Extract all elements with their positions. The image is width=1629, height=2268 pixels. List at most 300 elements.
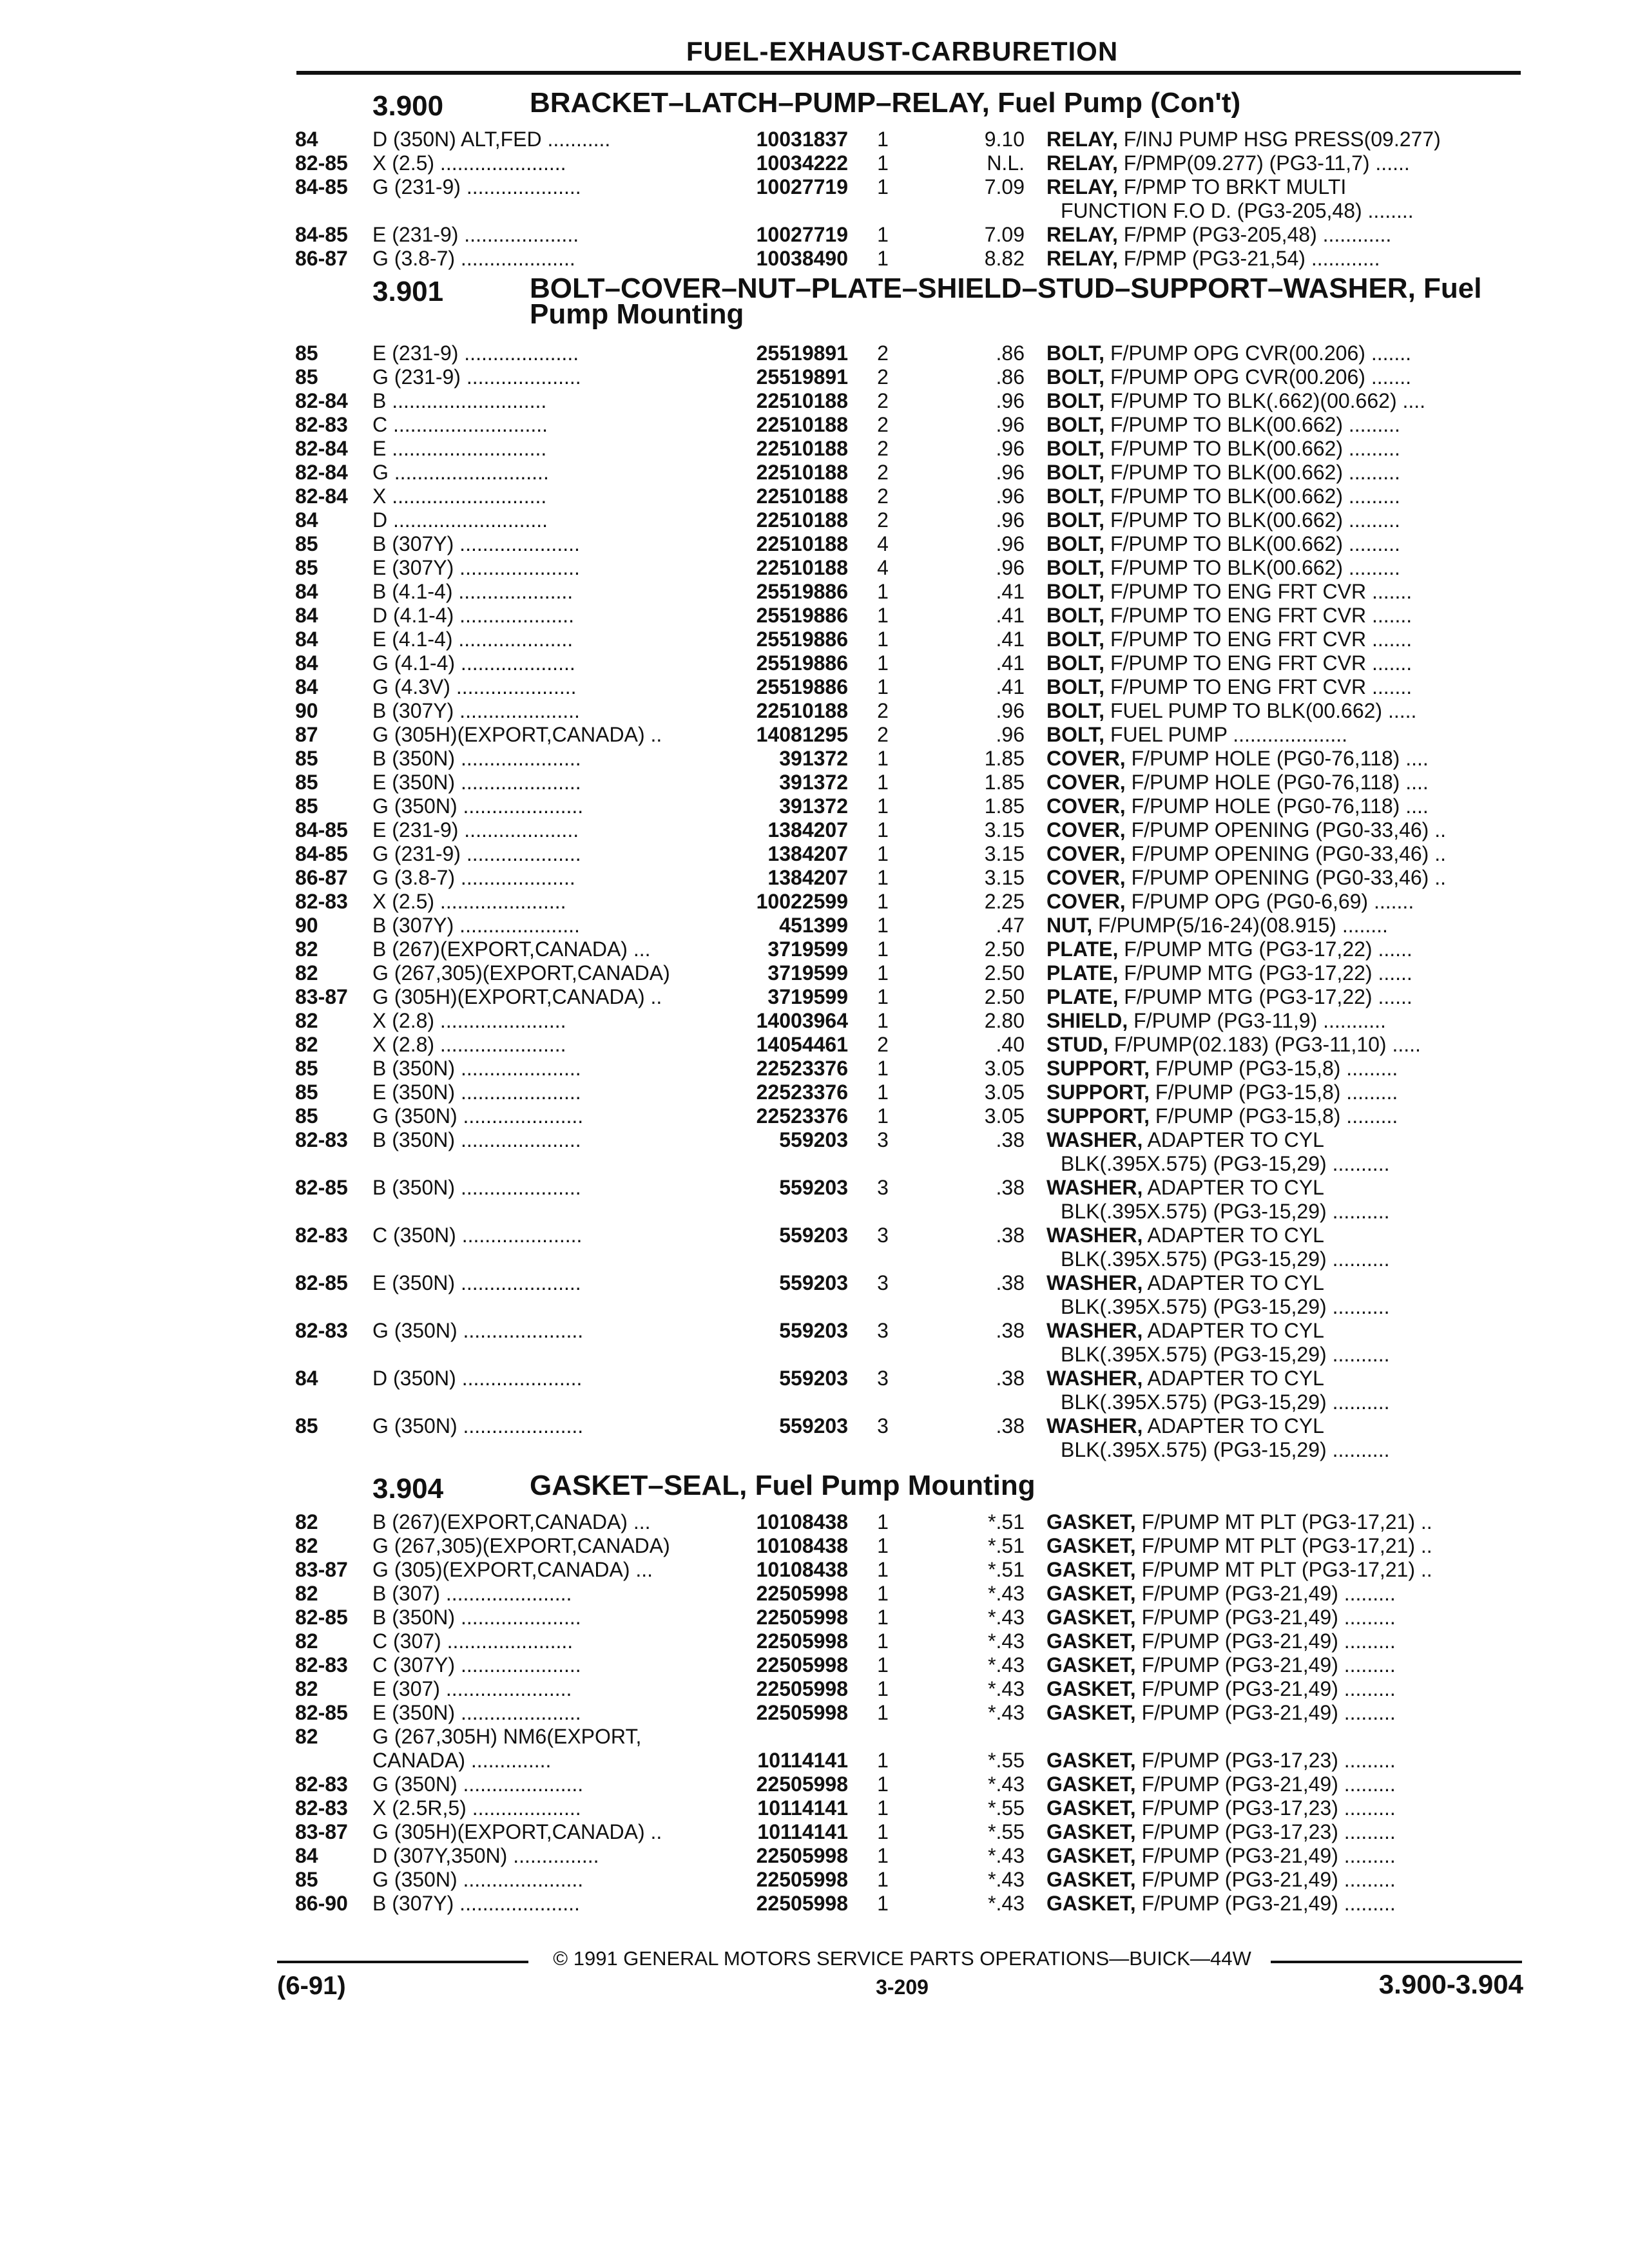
description-cell <box>1046 1606 1523 1629</box>
part-number-cell: 391372 <box>779 747 848 770</box>
model-cell: G (267,305)(EXPORT,CANADA) <box>372 1534 670 1557</box>
description-text: F/PUMP OPENING (PG0-33,46) .. <box>1125 866 1446 889</box>
table-row-continuation <box>0 1200 1629 1224</box>
table-row <box>0 723 1629 747</box>
table-row <box>0 985 1629 1009</box>
part-number-cell: 559203 <box>779 1128 848 1151</box>
year-cell: 84 <box>295 1844 318 1867</box>
part-number-cell: 559203 <box>779 1414 848 1437</box>
year-cell: 84 <box>295 675 318 698</box>
year-cell: 84-85 <box>295 818 348 841</box>
model-cell: X (2.5R,5) ................... <box>372 1796 581 1820</box>
part-number-cell: 10031837 <box>756 128 848 151</box>
description-keyword: RELAY, <box>1046 175 1118 198</box>
description-cell <box>1046 341 1523 365</box>
footer-section-range: 3.900-3.904 <box>1378 1969 1523 1999</box>
description-cell <box>1046 651 1523 675</box>
model-cell: G (267,305)(EXPORT,CANADA) <box>372 961 670 985</box>
description-keyword: WASHER, <box>1046 1128 1143 1151</box>
table-row <box>0 1844 1629 1868</box>
part-number-cell: 559203 <box>779 1224 848 1247</box>
table-row <box>0 1367 1629 1390</box>
description-cell <box>1046 818 1523 842</box>
description-cell <box>1046 937 1523 961</box>
model-cell: E (350N) ..................... <box>372 771 581 794</box>
year-cell: 82-83 <box>295 1796 348 1820</box>
quantity-cell: 1 <box>877 794 889 818</box>
quantity-cell: 1 <box>877 818 889 841</box>
description-text: F/PUMP TO BLK(00.662) ......... <box>1104 413 1400 436</box>
description-text: F/PUMP TO ENG FRT CVR ....... <box>1104 675 1412 698</box>
quantity-cell: 1 <box>877 675 889 698</box>
year-cell: 82-83 <box>295 413 348 436</box>
year-cell: 83-87 <box>295 1820 348 1843</box>
table-row <box>0 461 1629 485</box>
description-keyword: BOLT, <box>1046 341 1105 365</box>
model-cell: D (307Y,350N) ............... <box>372 1844 599 1867</box>
description-keyword: BOLT, <box>1046 437 1105 460</box>
year-cell: 82-85 <box>295 1271 348 1294</box>
model-cell: G (231-9) .................... <box>372 175 581 198</box>
table-row <box>0 1224 1629 1247</box>
model-cell: E (350N) ..................... <box>372 1081 581 1104</box>
description-cell <box>1046 151 1523 175</box>
table-row <box>0 1057 1629 1081</box>
price-cell: .40 <box>996 1033 1025 1056</box>
quantity-cell: 3 <box>877 1271 889 1294</box>
description-text: F/PUMP (PG3-17,23) ......... <box>1135 1820 1396 1843</box>
description-continuation: BLK(.395X.575) (PG3-15,29) .......... <box>1061 1247 1390 1271</box>
part-number-cell: 22523376 <box>756 1081 848 1104</box>
description-keyword: RELAY, <box>1046 223 1118 246</box>
price-cell: .86 <box>996 341 1025 365</box>
part-number-cell: 559203 <box>779 1176 848 1199</box>
description-keyword: BOLT, <box>1046 461 1105 484</box>
description-text: F/PUMP HOLE (PG0-76,118) .... <box>1125 747 1429 770</box>
price-cell: *.43 <box>988 1677 1025 1700</box>
model-cell: C ........................... <box>372 413 548 436</box>
model-cell: D (350N) ALT,FED ........... <box>372 128 611 151</box>
description-text: F/PUMP OPG CVR(00.206) ....... <box>1104 365 1412 389</box>
price-cell: 2.80 <box>984 1009 1025 1032</box>
part-number-cell: 22510188 <box>756 699 848 722</box>
model-cell: G (350N) ..................... <box>372 1414 584 1437</box>
model-cell: G (267,305H) NM6(EXPORT, <box>372 1725 642 1748</box>
year-cell: 82-84 <box>295 389 348 412</box>
description-text: F/PUMP TO ENG FRT CVR ....... <box>1104 604 1412 627</box>
part-number-cell: 22505998 <box>756 1653 848 1677</box>
description-keyword: WASHER, <box>1046 1271 1143 1294</box>
table-row <box>0 1081 1629 1104</box>
year-cell: 82-85 <box>295 1176 348 1199</box>
table-row <box>0 1606 1629 1629</box>
part-number-cell: 22510188 <box>756 461 848 484</box>
table-row <box>0 628 1629 651</box>
quantity-cell: 1 <box>877 175 889 198</box>
description-text: F/PUMP TO BLK(00.662) ......... <box>1104 485 1400 508</box>
year-cell: 82 <box>295 1534 318 1557</box>
description-cell <box>1046 1773 1523 1796</box>
price-cell: 7.09 <box>984 223 1025 246</box>
part-number-cell: 25519886 <box>756 675 848 698</box>
table-row <box>0 1319 1629 1343</box>
description-keyword: PLATE, <box>1046 937 1119 961</box>
part-number-cell: 3719599 <box>767 961 848 985</box>
description-text: F/PUMP MTG (PG3-17,22) ...... <box>1118 985 1412 1008</box>
quantity-cell: 2 <box>877 413 889 436</box>
quantity-cell: 1 <box>877 1868 889 1891</box>
year-cell: 82 <box>295 937 318 961</box>
part-number-cell: 22505998 <box>756 1892 848 1915</box>
part-number-cell: 3719599 <box>767 985 848 1008</box>
description-keyword: SUPPORT, <box>1046 1081 1150 1104</box>
description-text: F/PUMP MT PLT (PG3-17,21) .. <box>1135 1510 1432 1533</box>
table-row <box>0 1773 1629 1796</box>
price-cell: *.51 <box>988 1534 1025 1557</box>
table-row <box>0 485 1629 508</box>
description-keyword: GASKET, <box>1046 1558 1136 1581</box>
description-cell <box>1046 1224 1523 1247</box>
year-cell: 82 <box>295 1629 318 1653</box>
quantity-cell: 2 <box>877 1033 889 1056</box>
quantity-cell: 1 <box>877 937 889 961</box>
quantity-cell: 2 <box>877 461 889 484</box>
table-row <box>0 1176 1629 1200</box>
description-cell <box>1046 485 1523 508</box>
description-continuation: BLK(.395X.575) (PG3-15,29) .......... <box>1061 1438 1390 1461</box>
description-keyword: GASKET, <box>1046 1534 1136 1557</box>
description-keyword: COVER, <box>1046 794 1126 818</box>
year-cell: 86-90 <box>295 1892 348 1915</box>
description-keyword: GASKET, <box>1046 1868 1136 1891</box>
description-text: FUEL PUMP .................... <box>1104 723 1348 746</box>
quantity-cell: 1 <box>877 128 889 151</box>
part-number-cell: 22510188 <box>756 389 848 412</box>
price-cell: .41 <box>996 604 1025 627</box>
description-keyword: SUPPORT, <box>1046 1104 1150 1128</box>
description-keyword: BOLT, <box>1046 699 1105 722</box>
part-number-cell: 391372 <box>779 771 848 794</box>
price-cell: 1.85 <box>984 747 1025 770</box>
year-cell: 82 <box>295 1033 318 1056</box>
description-keyword: BOLT, <box>1046 485 1105 508</box>
description-keyword: GASKET, <box>1046 1677 1136 1700</box>
description-keyword: WASHER, <box>1046 1414 1143 1437</box>
price-cell: .38 <box>996 1319 1025 1342</box>
description-cell <box>1046 1367 1523 1390</box>
year-cell: 82-85 <box>295 1606 348 1629</box>
description-keyword: BOLT, <box>1046 675 1105 698</box>
description-text: F/PUMP TO BLK(00.662) ......... <box>1104 556 1400 579</box>
table-row <box>0 890 1629 914</box>
part-number-cell: 22505998 <box>756 1844 848 1867</box>
quantity-cell: 1 <box>877 747 889 770</box>
price-cell: 3.15 <box>984 866 1025 889</box>
description-cell <box>1046 365 1523 389</box>
description-keyword: COVER, <box>1046 842 1126 865</box>
model-cell: G (350N) ..................... <box>372 1868 584 1891</box>
table-row <box>0 532 1629 556</box>
year-cell: 87 <box>295 723 318 746</box>
description-text: F/PUMP MT PLT (PG3-17,21) .. <box>1135 1558 1432 1581</box>
description-cell <box>1046 985 1523 1009</box>
table-row <box>0 1892 1629 1916</box>
description-keyword: GASKET, <box>1046 1773 1136 1796</box>
quantity-cell: 1 <box>877 1057 889 1080</box>
quantity-cell: 1 <box>877 1677 889 1700</box>
price-cell: .86 <box>996 365 1025 389</box>
description-cell <box>1046 580 1523 604</box>
part-number-cell: 14054461 <box>756 1033 848 1056</box>
section-number: 3.901 <box>372 276 444 307</box>
description-text: F/PUMP MTG (PG3-17,22) ...... <box>1118 937 1412 961</box>
section-title: GASKET–SEAL, Fuel Pump Mounting <box>530 1470 1036 1501</box>
price-cell: 3.05 <box>984 1104 1025 1128</box>
table-row <box>0 1534 1629 1558</box>
table-row <box>0 747 1629 771</box>
part-number-cell: 10034222 <box>756 151 848 175</box>
description-text: ADAPTER TO CYL <box>1142 1224 1324 1247</box>
year-cell: 85 <box>295 1414 318 1437</box>
description-cell <box>1046 1677 1523 1701</box>
description-cell <box>1046 842 1523 866</box>
quantity-cell: 1 <box>877 1606 889 1629</box>
table-row <box>0 413 1629 437</box>
description-text: ADAPTER TO CYL <box>1142 1128 1324 1151</box>
year-cell: 82-85 <box>295 151 348 175</box>
quantity-cell: 1 <box>877 866 889 889</box>
model-cell: B (350N) ..................... <box>372 1057 581 1080</box>
table-row <box>0 1749 1629 1773</box>
description-keyword: BOLT, <box>1046 365 1105 389</box>
part-number-cell: 10114141 <box>757 1749 848 1772</box>
description-text: F/PUMP MT PLT (PG3-17,21) .. <box>1135 1534 1432 1557</box>
quantity-cell: 1 <box>877 1796 889 1820</box>
table-row <box>0 128 1629 151</box>
price-cell: .96 <box>996 413 1025 436</box>
price-cell: 3.05 <box>984 1081 1025 1104</box>
quantity-cell: 2 <box>877 485 889 508</box>
year-cell: 82-83 <box>295 890 348 913</box>
description-cell <box>1046 794 1523 818</box>
price-cell: *.43 <box>988 1629 1025 1653</box>
description-keyword: GASKET, <box>1046 1653 1136 1677</box>
description-text: F/PUMP TO BLK(00.662) ......... <box>1104 437 1400 460</box>
model-cell: X ........................... <box>372 485 547 508</box>
description-keyword: RELAY, <box>1046 128 1118 151</box>
table-row <box>0 794 1629 818</box>
table-row <box>0 1725 1629 1749</box>
quantity-cell: 1 <box>877 651 889 675</box>
footer-page-number: 3-209 <box>876 1975 929 1999</box>
price-cell: 3.15 <box>984 842 1025 865</box>
quantity-cell: 2 <box>877 341 889 365</box>
price-cell: *.43 <box>988 1892 1025 1915</box>
table-row <box>0 1582 1629 1606</box>
table-row <box>0 1820 1629 1844</box>
table-row <box>0 389 1629 413</box>
price-cell: 1.85 <box>984 794 1025 818</box>
description-text: F/PUMP(02.183) (PG3-11,10) ..... <box>1108 1033 1421 1056</box>
year-cell: 84 <box>295 128 318 151</box>
price-cell: *.43 <box>988 1606 1025 1629</box>
price-cell: .38 <box>996 1128 1025 1151</box>
price-cell: 2.50 <box>984 985 1025 1008</box>
section-title: BOLT–COVER–NUT–PLATE–SHIELD–STUD–SUPPORT–WASHER, Fuel Pump Mounting <box>530 273 1482 330</box>
description-text: ADAPTER TO CYL <box>1142 1176 1324 1199</box>
price-cell: .96 <box>996 461 1025 484</box>
model-cell: G (231-9) .................... <box>372 842 581 865</box>
part-number-cell: 14003964 <box>756 1009 848 1032</box>
description-cell <box>1046 914 1523 937</box>
quantity-cell: 1 <box>877 1558 889 1581</box>
price-cell: 3.05 <box>984 1057 1025 1080</box>
table-row <box>0 556 1629 580</box>
description-cell <box>1046 1534 1523 1558</box>
part-number-cell: 14081295 <box>756 723 848 746</box>
price-cell: *.43 <box>988 1868 1025 1891</box>
year-cell: 82-83 <box>295 1319 348 1342</box>
description-keyword: NUT, <box>1046 914 1093 937</box>
quantity-cell: 1 <box>877 1844 889 1867</box>
description-text: F/PUMP TO BLK(00.662) ......... <box>1104 508 1400 532</box>
description-text: F/PUMP MTG (PG3-17,22) ...... <box>1118 961 1412 985</box>
model-cell: X (2.8) ...................... <box>372 1033 566 1056</box>
description-cell <box>1046 771 1523 794</box>
quantity-cell: 1 <box>877 1081 889 1104</box>
description-cell <box>1046 1820 1523 1844</box>
model-cell: G ........................... <box>372 461 549 484</box>
description-keyword: RELAY, <box>1046 151 1118 175</box>
description-cell <box>1046 175 1523 199</box>
price-cell: 3.15 <box>984 818 1025 841</box>
description-keyword: GASKET, <box>1046 1606 1136 1629</box>
table-row <box>0 1653 1629 1677</box>
part-number-cell: 25519886 <box>756 604 848 627</box>
table-row <box>0 961 1629 985</box>
price-cell: 9.10 <box>984 128 1025 151</box>
part-number-cell: 1384207 <box>767 818 848 841</box>
description-text: ADAPTER TO CYL <box>1142 1271 1324 1294</box>
table-row <box>0 151 1629 175</box>
model-cell: B (350N) ..................... <box>372 747 581 770</box>
description-text: F/PUMP TO ENG FRT CVR ....... <box>1104 628 1412 651</box>
description-keyword: BOLT, <box>1046 580 1105 603</box>
quantity-cell: 1 <box>877 223 889 246</box>
description-cell <box>1046 1653 1523 1677</box>
year-cell: 85 <box>295 532 318 555</box>
model-cell: E (231-9) .................... <box>372 223 579 246</box>
description-keyword: SHIELD, <box>1046 1009 1128 1032</box>
year-cell: 84 <box>295 651 318 675</box>
description-text: F/PUMP (PG3-21,49) ......... <box>1135 1606 1396 1629</box>
model-cell: C (307) ...................... <box>372 1629 574 1653</box>
quantity-cell: 1 <box>877 1534 889 1557</box>
table-row <box>0 508 1629 532</box>
model-cell: G (350N) ..................... <box>372 794 584 818</box>
quantity-cell: 2 <box>877 508 889 532</box>
table-row-continuation <box>0 1438 1629 1462</box>
quantity-cell: 1 <box>877 1892 889 1915</box>
table-row <box>0 1677 1629 1701</box>
description-cell <box>1046 1104 1523 1128</box>
quantity-cell: 1 <box>877 1773 889 1796</box>
description-text: F/PUMP (PG3-15,8) ......... <box>1150 1057 1398 1080</box>
description-text: F/PUMP OPENING (PG0-33,46) .. <box>1125 842 1446 865</box>
part-number-cell: 10108438 <box>756 1558 848 1581</box>
table-row <box>0 175 1629 199</box>
model-cell: E (307Y) ..................... <box>372 556 580 579</box>
footer-copyright: © 1991 GENERAL MOTORS SERVICE PARTS OPERATIONS—BUICK—44W <box>553 1947 1251 1970</box>
year-cell: 82 <box>295 1009 318 1032</box>
table-row <box>0 1629 1629 1653</box>
quantity-cell: 2 <box>877 389 889 412</box>
description-keyword: COVER, <box>1046 866 1126 889</box>
description-cell <box>1046 1057 1523 1081</box>
description-cell <box>1046 1009 1523 1033</box>
description-keyword: BOLT, <box>1046 604 1105 627</box>
price-cell: .38 <box>996 1414 1025 1437</box>
description-text: F/PUMP OPENING (PG0-33,46) .. <box>1125 818 1446 841</box>
part-number-cell: 10108438 <box>756 1534 848 1557</box>
price-cell: 2.25 <box>984 890 1025 913</box>
table-row <box>0 1510 1629 1534</box>
description-text: F/PUMP TO BLK(00.662) ......... <box>1104 532 1400 555</box>
description-text: F/PUMP HOLE (PG0-76,118) .... <box>1125 771 1429 794</box>
description-cell <box>1046 508 1523 532</box>
quantity-cell: 1 <box>877 914 889 937</box>
description-text: F/PUMP (PG3-21,49) ......... <box>1135 1653 1396 1677</box>
description-keyword: BOLT, <box>1046 723 1105 746</box>
price-cell: .38 <box>996 1271 1025 1294</box>
table-row <box>0 937 1629 961</box>
description-keyword: GASKET, <box>1046 1582 1136 1605</box>
price-cell: .96 <box>996 508 1025 532</box>
quantity-cell: 1 <box>877 1009 889 1032</box>
description-text: F/PUMP HOLE (PG0-76,118) .... <box>1125 794 1429 818</box>
year-cell: 85 <box>295 794 318 818</box>
price-cell: .41 <box>996 580 1025 603</box>
description-cell <box>1046 1510 1523 1534</box>
description-text: ADAPTER TO CYL <box>1142 1319 1324 1342</box>
description-keyword: GASKET, <box>1046 1892 1136 1915</box>
price-cell: *.55 <box>988 1796 1025 1820</box>
description-text: F/PUMP (PG3-21,49) ......... <box>1135 1677 1396 1700</box>
price-cell: *.51 <box>988 1558 1025 1581</box>
quantity-cell: 3 <box>877 1128 889 1151</box>
quantity-cell: 3 <box>877 1414 889 1437</box>
year-cell: 83-87 <box>295 985 348 1008</box>
quantity-cell: 1 <box>877 1749 889 1772</box>
description-continuation: BLK(.395X.575) (PG3-15,29) .......... <box>1061 1152 1390 1175</box>
part-number-cell: 22505998 <box>756 1701 848 1724</box>
part-number-cell: 1384207 <box>767 842 848 865</box>
part-number-cell: 22510188 <box>756 532 848 555</box>
quantity-cell: 1 <box>877 1653 889 1677</box>
table-row <box>0 604 1629 628</box>
year-cell: 82-84 <box>295 437 348 460</box>
description-cell <box>1046 1128 1523 1152</box>
part-number-cell: 22523376 <box>756 1104 848 1128</box>
table-row-continuation <box>0 1295 1629 1319</box>
table-row <box>0 866 1629 890</box>
model-cell: CANADA) .............. <box>372 1749 552 1772</box>
table-row-continuation <box>0 1247 1629 1271</box>
year-cell: 84 <box>295 604 318 627</box>
quantity-cell: 3 <box>877 1224 889 1247</box>
description-keyword: BOLT, <box>1046 508 1105 532</box>
quantity-cell: 2 <box>877 365 889 389</box>
